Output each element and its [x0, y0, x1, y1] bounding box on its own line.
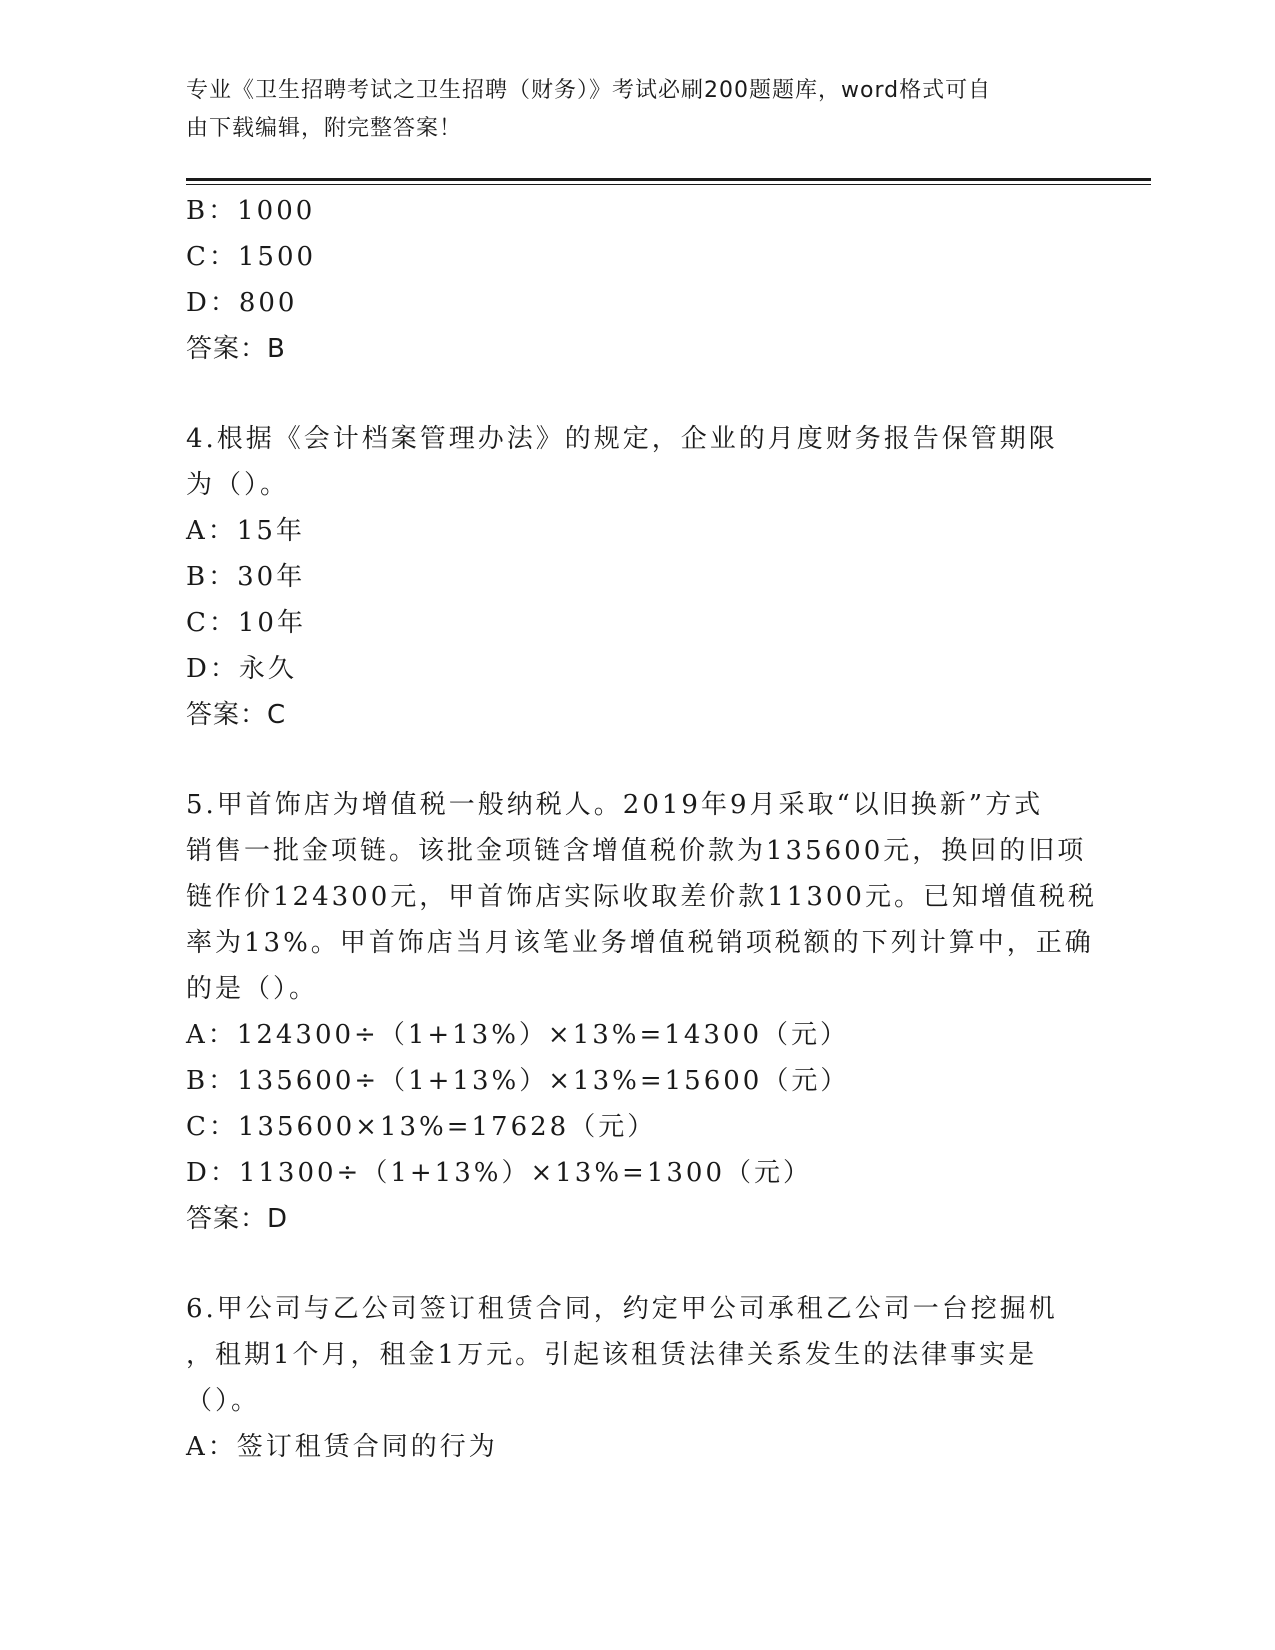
- question-stem-line: 销售一批金项链。该批金项链含增值税价款为135600元，换回的旧项: [186, 836, 1087, 866]
- question-stem-line: （）。: [186, 1386, 261, 1416]
- spacer: [186, 1242, 1086, 1286]
- question-stem-line: 4.根据《会计档案管理办法》的规定，企业的月度财务报告保管期限: [186, 424, 1058, 454]
- option-b: B：1000: [186, 196, 316, 226]
- option-d: D：11300÷（1+13%）×13%=1300（元）: [186, 1158, 812, 1188]
- document-body: [186, 188, 1097, 1470]
- header-divider-thin: [186, 184, 1151, 185]
- option-a: A：签订租赁合同的行为: [186, 1432, 498, 1462]
- option-b: B：135600÷（1+13%）×13%=15600（元）: [186, 1066, 850, 1096]
- option-d: D：永久: [186, 654, 297, 684]
- question-stem-line: 链作价124300元，甲首饰店实际收取差价款11300元。已知增值税税: [186, 882, 1097, 912]
- option-c: C：1500: [186, 242, 317, 272]
- header-divider-thick: [186, 178, 1151, 181]
- question-5: [186, 782, 1097, 1242]
- question-stem-line: ，租期1个月，租金1万元。引起该租赁法律关系发生的法律事实是: [186, 1340, 1038, 1370]
- question-stem-line: 6.甲公司与乙公司签订租赁合同，约定甲公司承租乙公司一台挖掘机: [186, 1294, 1058, 1324]
- spacer: [186, 738, 1086, 782]
- header-line-1: 专业《卫生招聘考试之卫生招聘（财务）》考试必刷200题题库，word格式可自: [186, 78, 992, 103]
- question-stem-line: 的是（）。: [186, 974, 319, 1004]
- option-d: D：800: [186, 288, 298, 318]
- option-c: C：135600×13%=17628（元）: [186, 1112, 657, 1142]
- option-c: C：10年: [186, 608, 306, 638]
- question-stem-line: 率为13%。甲首饰店当月该笔业务增值税销项税额的下列计算中，正确: [186, 928, 1094, 958]
- question-6: [186, 1286, 1086, 1470]
- document-header: [186, 72, 1086, 148]
- option-b: B：30年: [186, 562, 306, 592]
- header-line-2: 由下载编辑，附完整答案！: [186, 116, 463, 141]
- question-3: [186, 188, 1086, 372]
- answer-line: 答案：B: [186, 334, 286, 364]
- answer-line: 答案：C: [186, 700, 287, 730]
- question-4: [186, 416, 1086, 738]
- spacer: [186, 372, 1086, 416]
- option-a: A：124300÷（1+13%）×13%=14300（元）: [186, 1020, 849, 1050]
- answer-line: 答案：D: [186, 1204, 289, 1234]
- option-a: A：15年: [186, 516, 305, 546]
- question-stem-line: 5.甲首饰店为增值税一般纳税人。2019年9月采取“以旧换新”方式: [186, 790, 1044, 820]
- question-stem-line: 为（）。: [186, 470, 290, 500]
